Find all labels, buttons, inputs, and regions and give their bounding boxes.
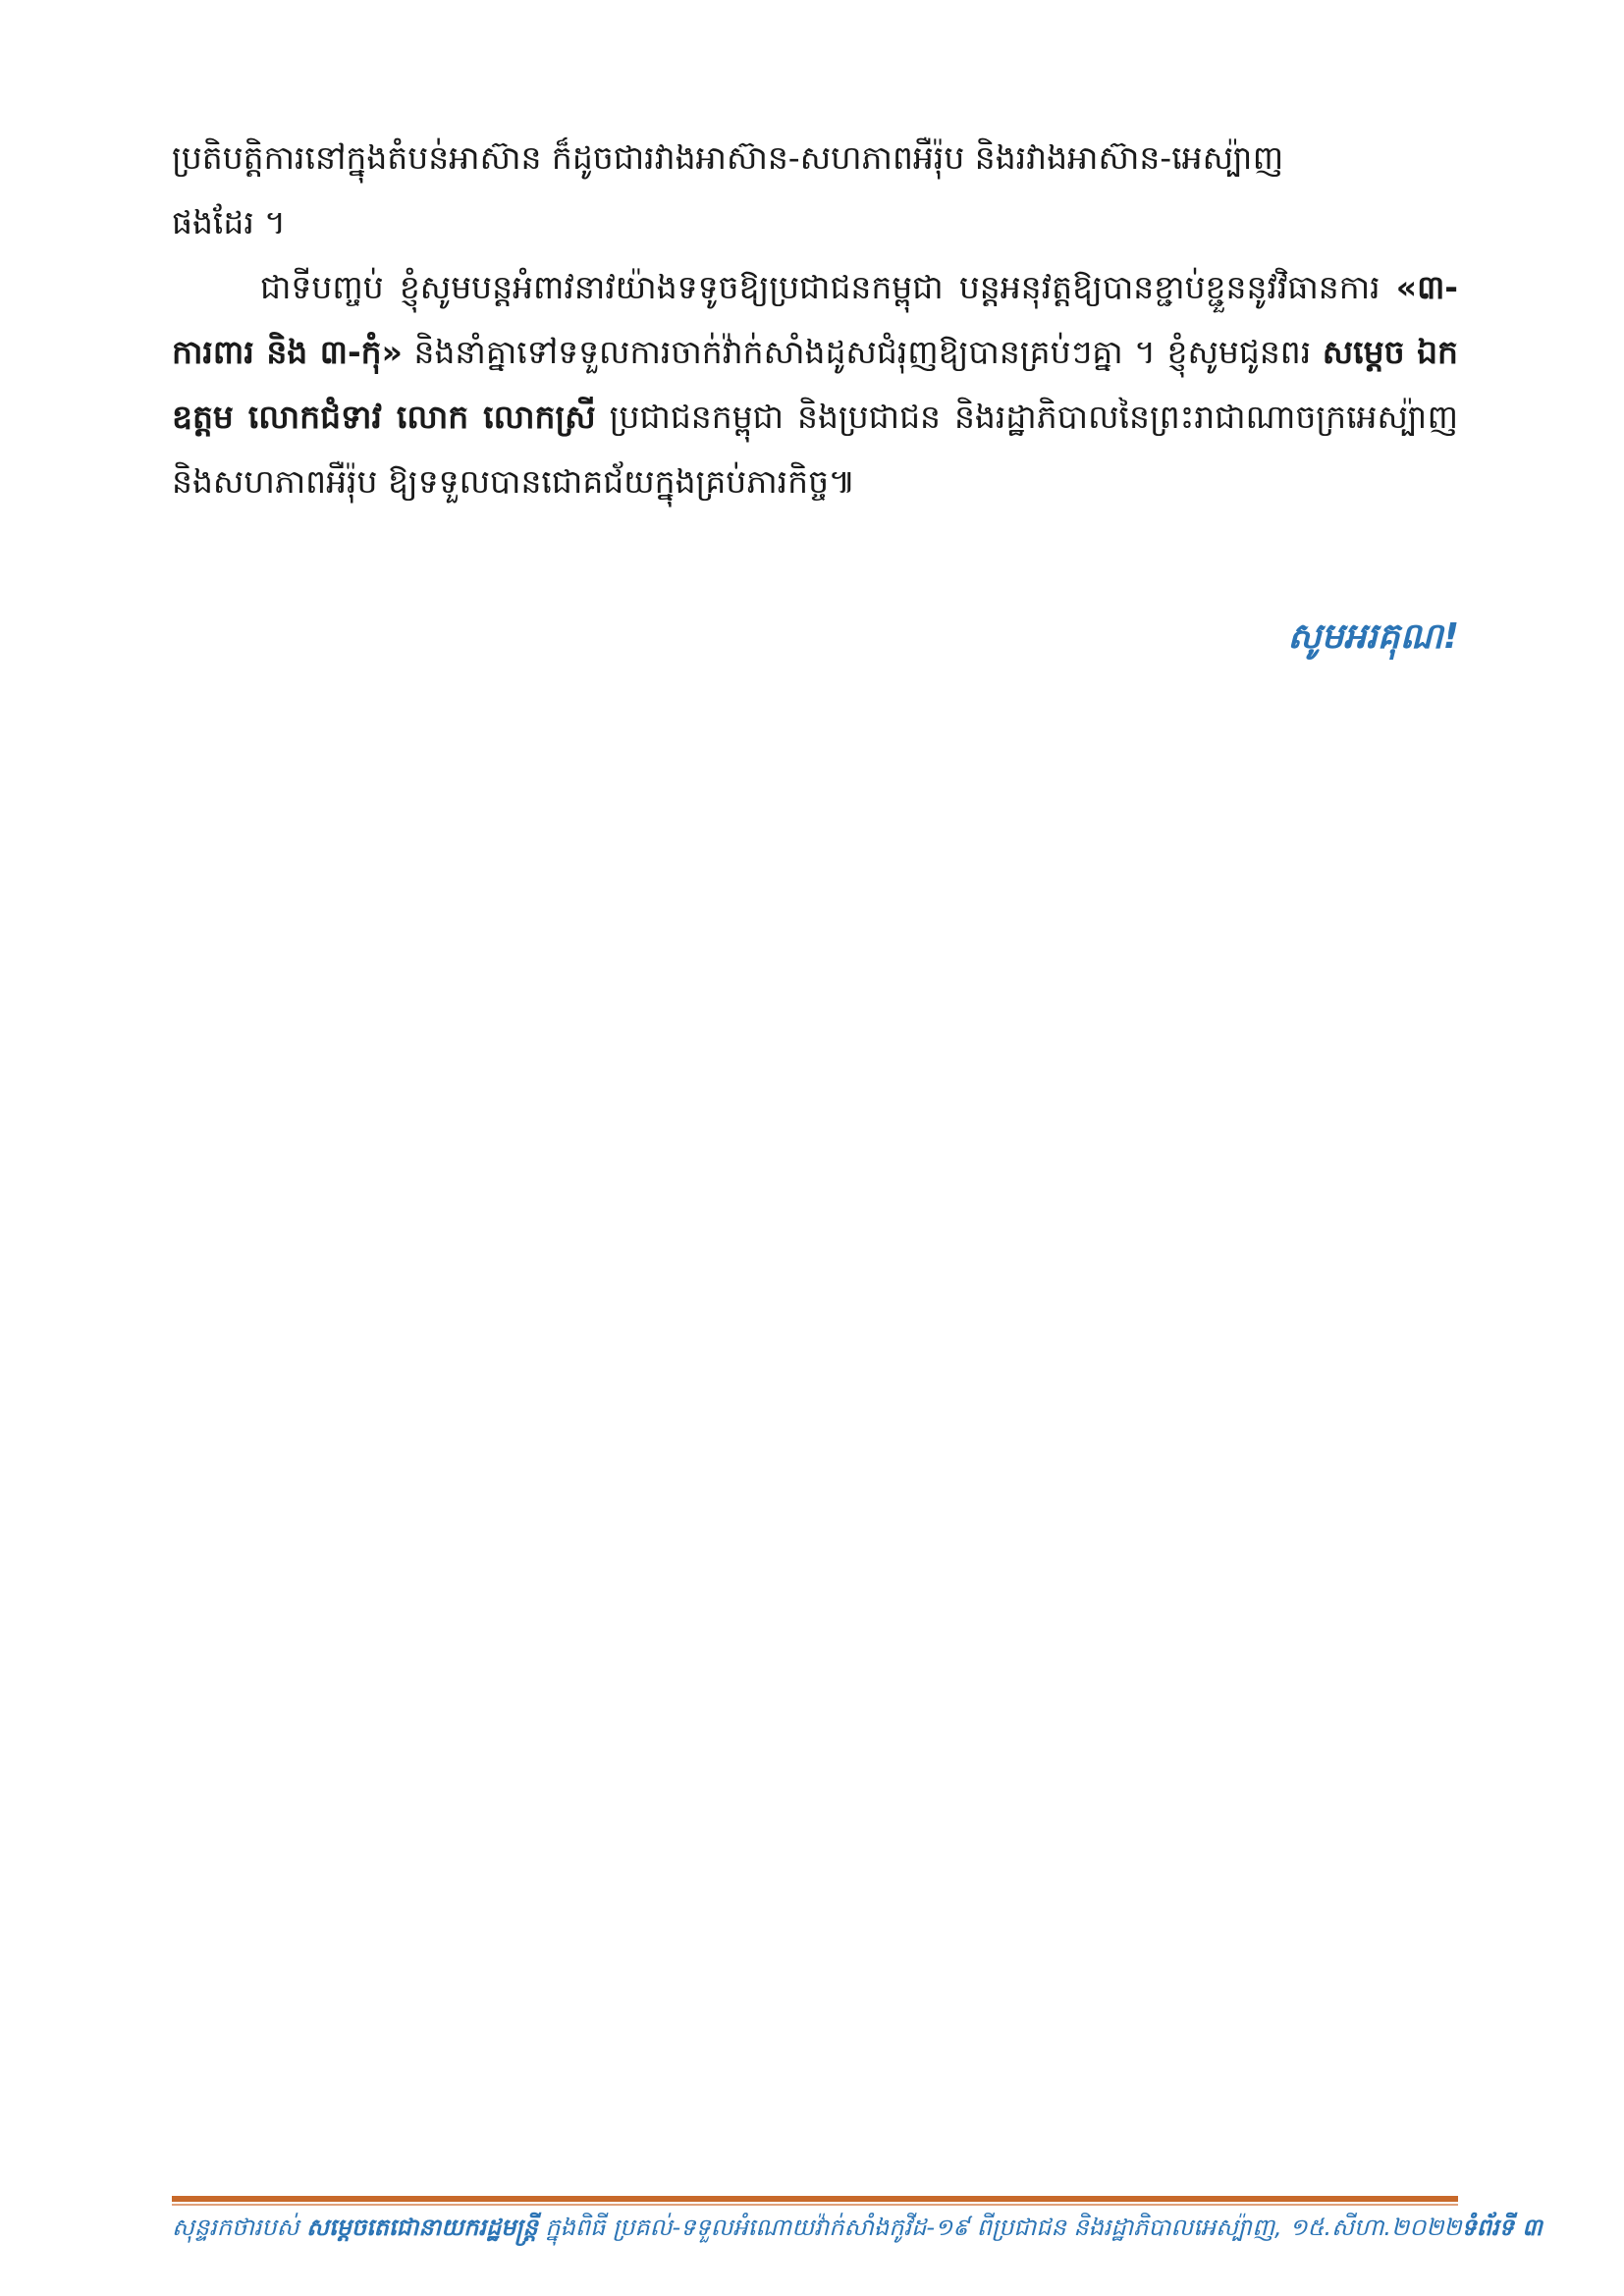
footer-caption bbox=[172, 2213, 1462, 2247]
footer-speaker: សម្តេចតេជោនាយករដ្ឋមន្ត្រី bbox=[306, 2214, 538, 2241]
closing-thanks: សូមអរគុណ! bbox=[1287, 616, 1459, 657]
paragraph-line: ផងដែរ ។ bbox=[172, 203, 287, 241]
dignitaries-address: សម្តេច ឯកឧត្តម លោកជំទាវ លោក លោកស្រី bbox=[172, 333, 1458, 436]
footer-divider-thin bbox=[172, 2204, 1458, 2206]
page-footer bbox=[172, 2213, 1543, 2247]
page-number: ទំព័រទី ៣ bbox=[1461, 2214, 1543, 2241]
footer-divider bbox=[172, 2196, 1458, 2202]
text-run: ប្រជាជនកម្ពុជា និងប្រជាជន និងរដ្ឋាភិបាលនៃព្រះរាជាណាចក្រអេស្ប៉ាញ និងសហភាពអឺរ៉ុប ឱ្យទទួលបានជោគជ័យក្នុងគ្រប់ភារកិច្ច៕ bbox=[172, 398, 1458, 501]
footer-prefix: សុន្ទរកថារបស់ bbox=[172, 2214, 307, 2241]
paragraph-line: ប្រតិបត្តិការនៅក្នុងតំបន់អាស៊ាន ក៏ដូចជារវាងអាស៊ាន-សហភាពអឺរ៉ុប និងរវាងអាស៊ាន-អេស្ប៉ាញ bbox=[172, 138, 1284, 177]
speech-body bbox=[172, 126, 1458, 514]
closing-paragraph bbox=[172, 255, 1458, 514]
paragraph-continuation bbox=[172, 126, 1458, 255]
text-run: ជាទីបញ្ចប់ ខ្ញុំសូមបន្តអំពាវនាវយ៉ាងទទូចឱ្យប្រជាជនកម្ពុជា បន្តអនុវត្តឱ្យបានខ្ជាប់ខ្ជួននូវវិធានការ bbox=[260, 268, 1396, 306]
footer-event: ក្នុងពិធី ប្រគល់-ទទួលអំណោយវ៉ាក់សាំងកូវីដ-១៩ ពីប្រជាជន និងរដ្ឋាភិបាលអេស្ប៉ាញ, ១៥.សីហា.២០២២ bbox=[537, 2214, 1462, 2241]
text-run: និងនាំគ្នាទៅទទួលការចាក់វ៉ាក់សាំងដូសជំរុញឱ្យបានគ្រប់ៗគ្នា ។ ខ្ញុំសូមជូនពរ bbox=[402, 333, 1323, 371]
measures-slogan: «៣-ការពារ និង ៣-កុំ» bbox=[172, 268, 1458, 371]
